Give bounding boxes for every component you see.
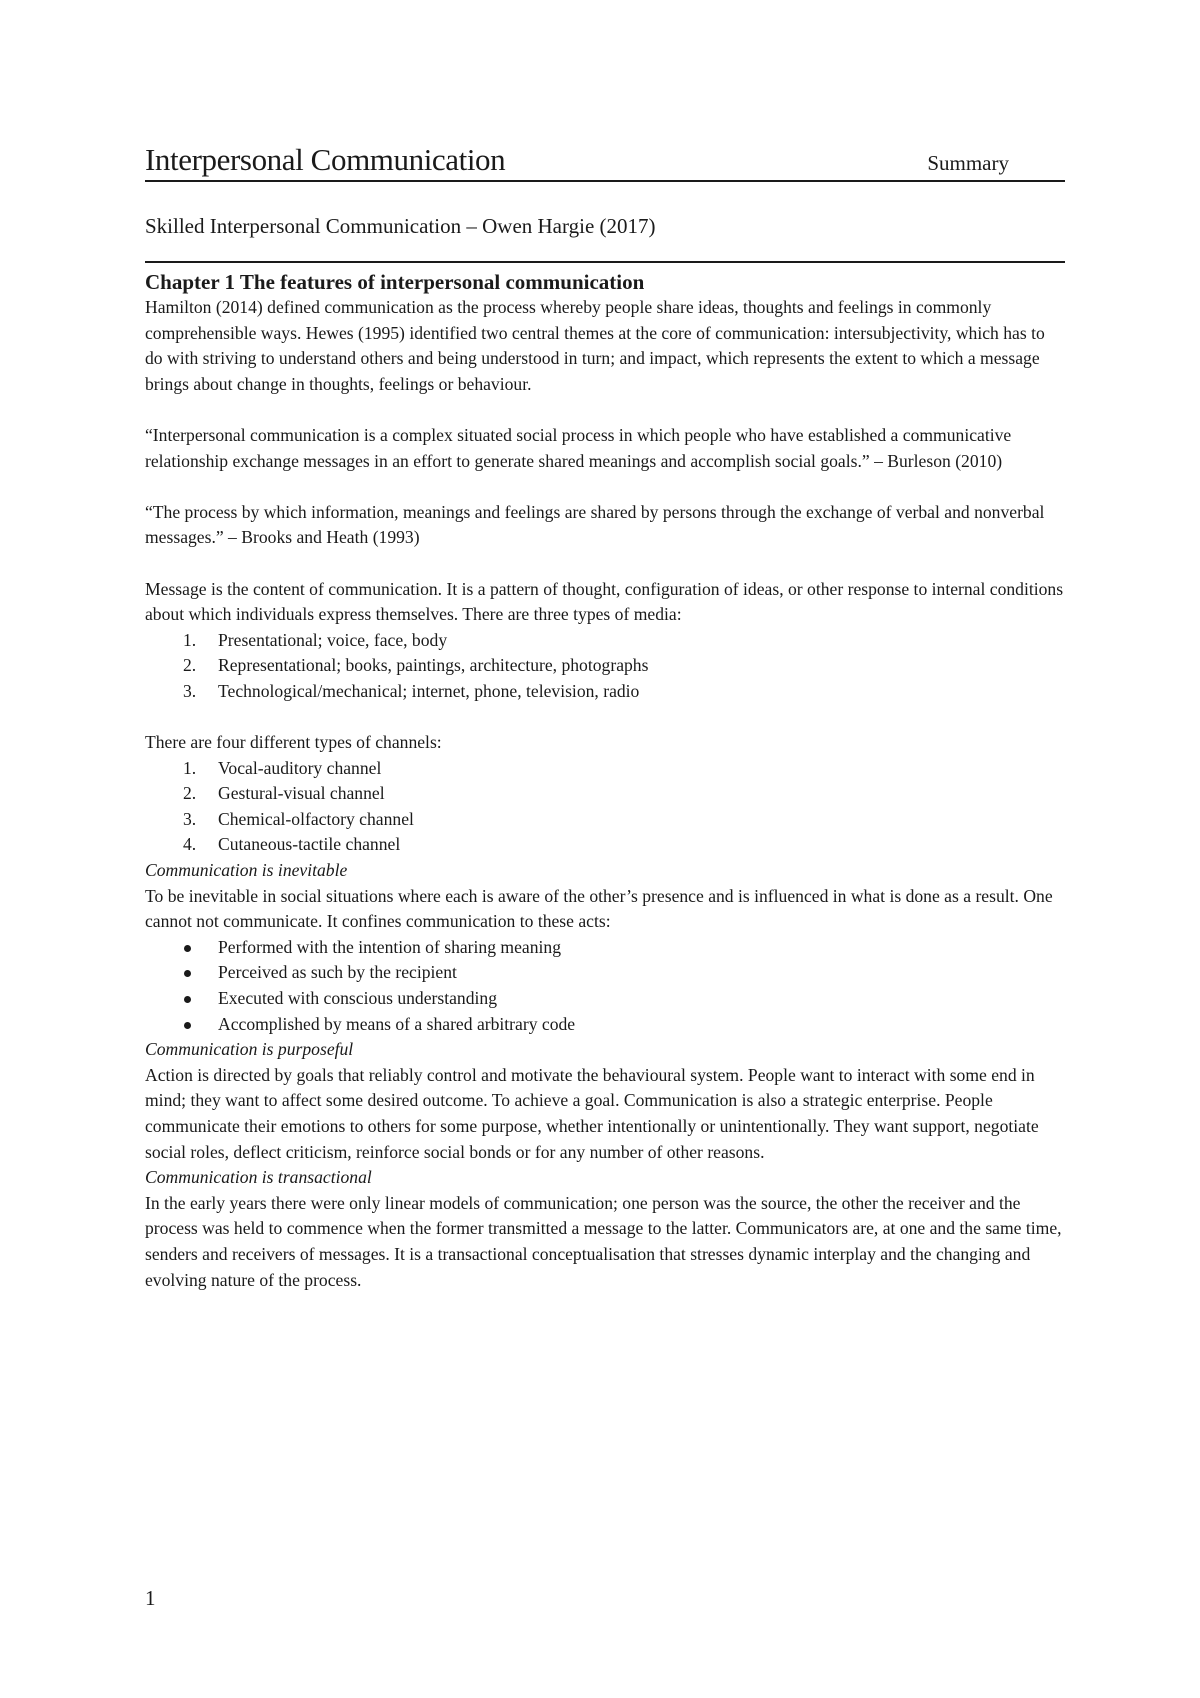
inevitable-paragraph: To be inevitable in social situations where each is aware of the other’s presence and is influenced in what is done as a result. One cannot not communicate. It confines communication to these acts: <box>145 885 1053 932</box>
list-item <box>145 986 1065 1012</box>
list-number: 2. <box>183 655 197 676</box>
inevitable-bullets <box>145 935 1065 1037</box>
list-number: 3. <box>183 808 197 829</box>
book-reference: Skilled Interpersonal Communication – Owen Hargie (2017) <box>145 214 656 238</box>
list-item-text: Executed with conscious understanding <box>218 988 497 1009</box>
bullet-icon <box>184 996 191 1003</box>
document-tag: Summary <box>927 151 1009 175</box>
list-item-text: Cutaneous-tactile channel <box>218 834 401 855</box>
list-item <box>145 679 1065 705</box>
burleson-quote: “Interpersonal communication is a complex situated social process in which people who have established a communicative relationship exchange messages in an effort to generate shared meanings and accomplish social goals.” – Burleson (2010) <box>145 424 1012 471</box>
page-header <box>145 142 1065 182</box>
list-item-text: Vocal-auditory channel <box>218 757 382 778</box>
list-item <box>145 781 1065 807</box>
intro-paragraph: Hamilton (2014) defined communication as the process whereby people share ideas, thoughts and feelings in commonly comprehensible ways. Hewes (1995) identified two central themes at the core of communication: intersubjectivity, which has to do with striving to understand others and being understood in turn; and impact, which represents the extent to which a message brings about change in thoughts, feelings or behaviour. <box>145 297 1045 394</box>
purposeful-heading: Communication is purposeful <box>145 1039 354 1060</box>
bullet-icon <box>184 970 191 977</box>
list-item-text: Representational; books, paintings, architecture, photographs <box>218 655 649 676</box>
list-item-text: Technological/mechanical; internet, phone, television, radio <box>218 680 640 701</box>
list-item-text: Presentational; voice, face, body <box>218 629 448 650</box>
media-list <box>145 628 1065 705</box>
list-item-text: Perceived as such by the recipient <box>218 962 457 983</box>
message-paragraph: Message is the content of communication. It is a pattern of thought, configuration of ideas, or other response to internal conditions about which individuals express themselves. There are three types of media: <box>145 578 1064 625</box>
chapter-title: Chapter 1 The features of interpersonal communication <box>145 270 645 294</box>
inevitable-heading: Communication is inevitable <box>145 860 348 881</box>
list-number: 3. <box>183 680 197 701</box>
page-content <box>145 142 1065 1293</box>
list-number: 2. <box>183 783 197 804</box>
list-item-text: Performed with the intention of sharing meaning <box>218 936 562 957</box>
list-item <box>145 960 1065 986</box>
list-item <box>145 935 1065 961</box>
bullet-icon <box>184 945 191 952</box>
list-item <box>145 628 1065 654</box>
list-item <box>145 807 1065 833</box>
list-item-text: Gestural-visual channel <box>218 783 385 804</box>
brooks-heath-quote: “The process by which information, meanings and feelings are shared by persons through the exchange of verbal and nonverbal messages.” – Brooks and Heath (1993) <box>145 501 1045 548</box>
list-number: 1. <box>183 757 197 778</box>
purposeful-paragraph: Action is directed by goals that reliably control and motivate the behavioural system. People want to interact with some end in mind; they want to affect some desired outcome. To achieve a goal. Communication is also a strategic enterprise. People communicate their emotions to others for some purpose, whether intentionally or unintentionally. They want support, negotiate social roles, deflect criticism, reinforce social bonds or for any number of other reasons. <box>145 1064 1039 1162</box>
transactional-heading: Communication is transactional <box>145 1167 372 1188</box>
section-divider <box>145 261 1065 263</box>
bullet-icon <box>184 1022 191 1029</box>
list-item <box>145 756 1065 782</box>
list-item <box>145 1012 1065 1038</box>
page-number: 1 <box>145 1586 156 1610</box>
list-item <box>145 653 1065 679</box>
channels-list <box>145 756 1065 858</box>
document-title: Interpersonal Communication <box>145 142 506 177</box>
channels-intro: There are four different types of channels: <box>145 732 442 753</box>
list-item <box>145 832 1065 858</box>
chapter-body <box>145 295 1065 1293</box>
transactional-paragraph: In the early years there were only linear models of communication; one person was the source, the other the receiver and the process was held to commence when the former transmitted a message to the latter. Communicators are, at one and the same time, senders and receivers of messages. It is a transactional conceptualisation that stresses dynamic interplay and the changing and evolving nature of the process. <box>145 1192 1062 1290</box>
list-number: 1. <box>183 629 197 650</box>
list-item-text: Chemical-olfactory channel <box>218 808 414 829</box>
list-item-text: Accomplished by means of a shared arbitrary code <box>218 1013 576 1034</box>
list-number: 4. <box>183 834 197 855</box>
